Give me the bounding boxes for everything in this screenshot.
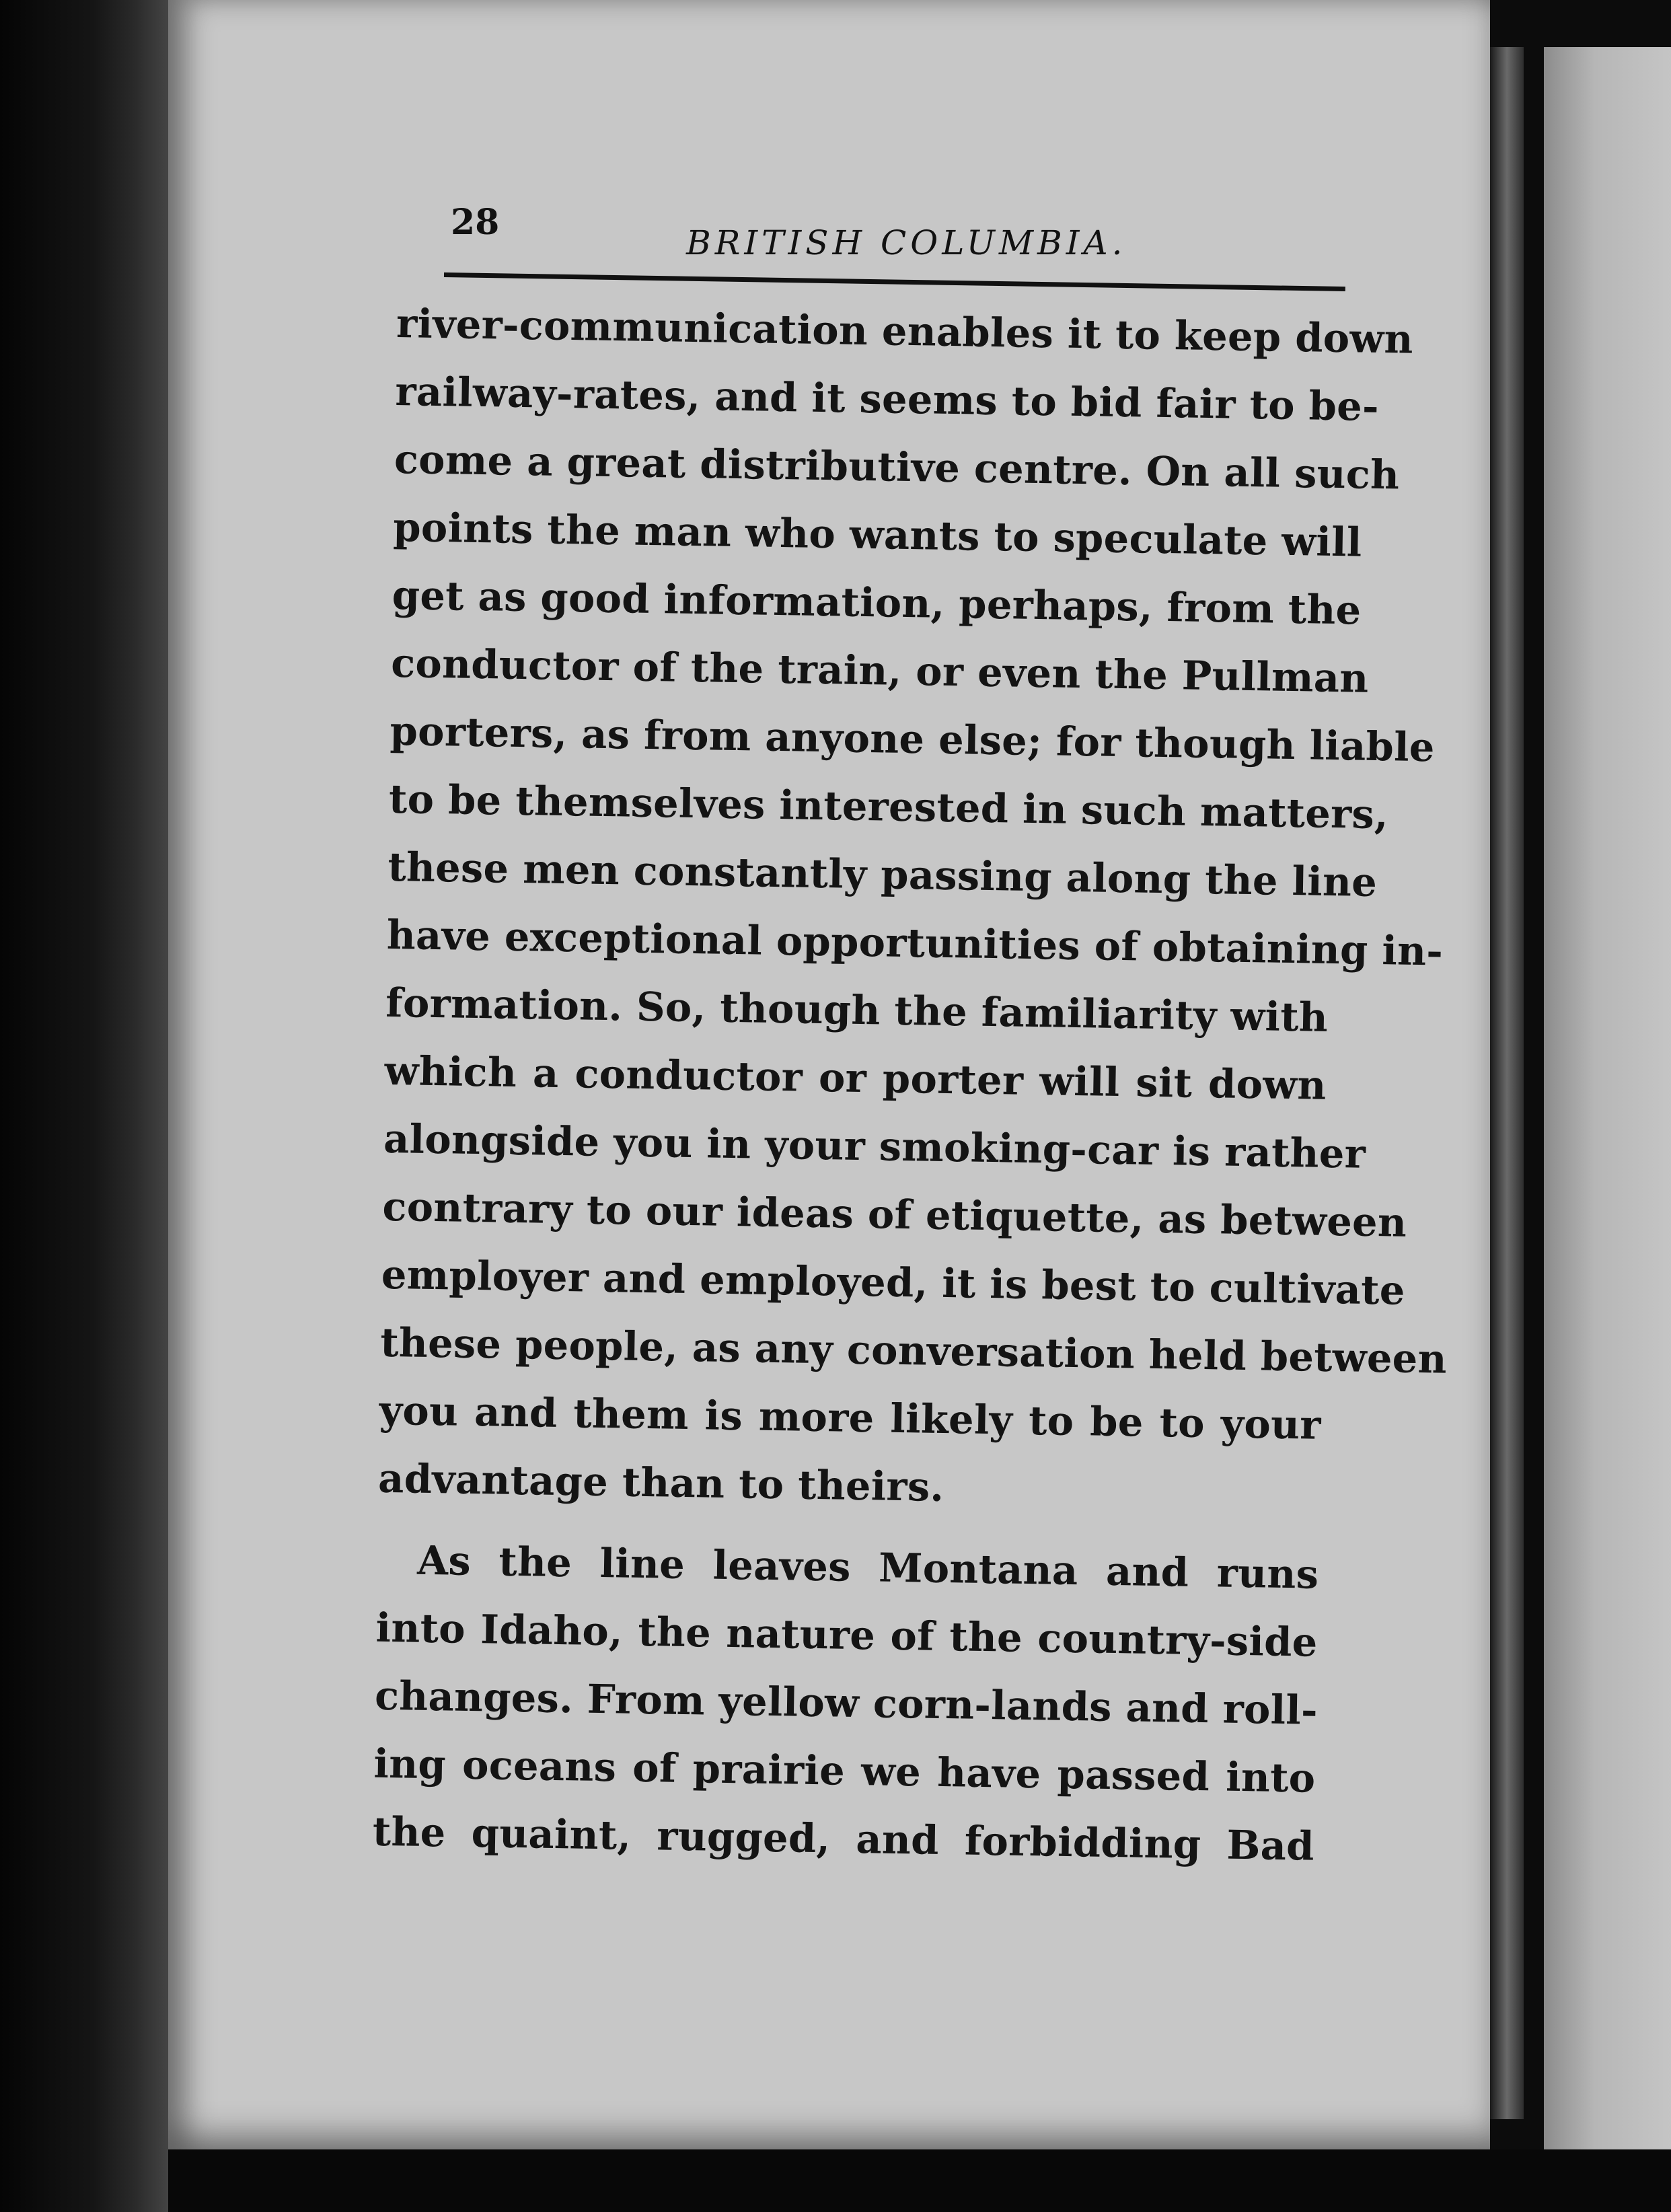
text-line: these men constantly passing along the line bbox=[387, 843, 1378, 906]
text-line: advantage than to theirs. bbox=[377, 1454, 944, 1510]
book-spine bbox=[0, 0, 168, 2212]
text-line: these people, as any conversation held between bbox=[379, 1319, 1448, 1382]
text-line: As the line leaves Montana and runs bbox=[416, 1537, 1319, 1598]
bottom-shadow bbox=[168, 2149, 1671, 2212]
text-line: points the man who wants to speculate will bbox=[392, 503, 1363, 566]
text-line: which a conductor or porter will sit down bbox=[384, 1047, 1327, 1109]
text-line: have exceptional opportunities of obtaining in- bbox=[386, 911, 1444, 975]
text-line: come a great distributive centre. On all such bbox=[394, 435, 1400, 499]
text-line: formation. So, though the familiarity with bbox=[385, 979, 1329, 1041]
text-line: porters, as from anyone else; for though liable bbox=[389, 707, 1436, 771]
text-line: to be themselves interested in such matters, bbox=[388, 775, 1389, 838]
page-number: 28 bbox=[451, 202, 500, 243]
text-line: contrary to our ideas of etiquette, as between bbox=[382, 1183, 1407, 1246]
text-line: conductor of the train, or even the Pullman bbox=[390, 639, 1370, 702]
page-header bbox=[444, 202, 1352, 276]
paragraph-2 bbox=[372, 1526, 1319, 1880]
text-line: employer and employed, it is best to cultivate bbox=[381, 1251, 1406, 1314]
text-line: river-communication enables it to keep down bbox=[396, 299, 1414, 363]
text-line: ing oceans of prairie we have passed into bbox=[373, 1740, 1316, 1802]
text-line: the quaint, rugged, and forbidding Bad bbox=[372, 1808, 1315, 1870]
text-line: changes. From yellow corn-lands and roll- bbox=[374, 1672, 1319, 1734]
text-line: you and them is more likely to be to your bbox=[379, 1387, 1322, 1448]
text-line: get as good information, perhaps, from the bbox=[392, 571, 1362, 634]
facing-page-edge bbox=[1544, 47, 1671, 2212]
paragraph-1 bbox=[377, 289, 1448, 1527]
page-gutter bbox=[1490, 47, 1524, 2119]
running-title: BRITISH COLUMBIA. bbox=[686, 223, 1127, 262]
text-line: railway-rates, and it seems to bid fair to be- bbox=[395, 367, 1380, 430]
text-line: into Idaho, the nature of the country-side bbox=[375, 1604, 1319, 1666]
body-text bbox=[372, 289, 1448, 1880]
text-line: alongside you in your smoking-car is rather bbox=[383, 1115, 1366, 1177]
